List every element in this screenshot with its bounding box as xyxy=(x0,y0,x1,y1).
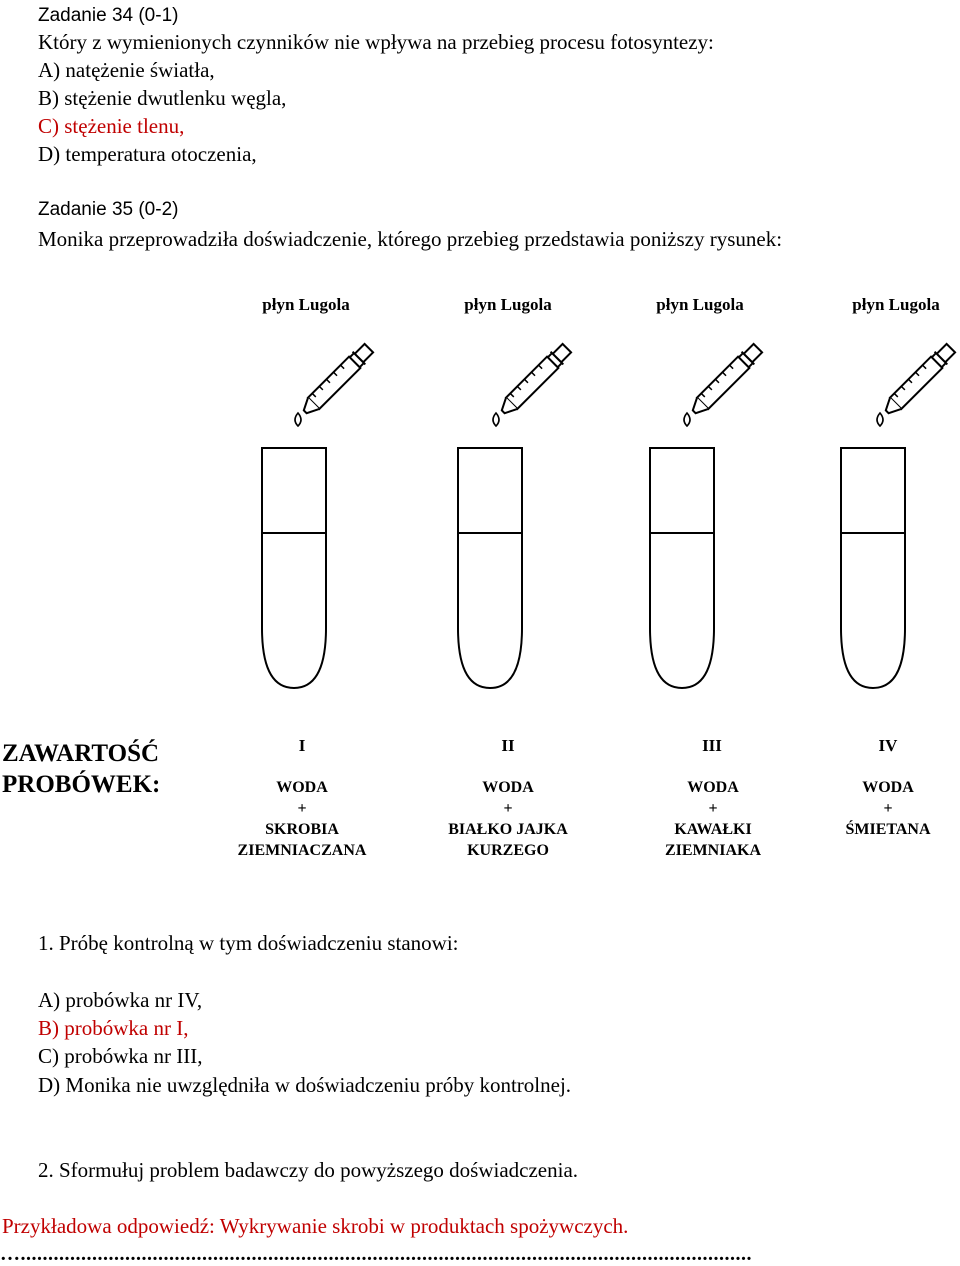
tube-number-1: I xyxy=(298,736,306,755)
test-tube-3 xyxy=(650,448,714,688)
tube-contents-2 xyxy=(428,777,588,861)
tube-3-line-2: + xyxy=(708,800,718,817)
test-tube-4 xyxy=(841,448,905,688)
tube-4-line-2: + xyxy=(883,800,893,817)
tube-3-line-4: ZIEMNIAKA xyxy=(664,842,761,859)
dropper-label-1: płyn Lugola xyxy=(262,295,350,314)
tube-1-line-2: + xyxy=(297,800,307,817)
dropper-2 xyxy=(493,342,573,426)
task34-option-b: B) stężenie dwutlenku węgla, xyxy=(38,86,287,110)
tube-contents-label-line-1: ZAWARTOŚĆ xyxy=(2,740,160,767)
test-tube-2 xyxy=(458,448,522,688)
tube-number-2: II xyxy=(501,736,515,755)
tube-2-line-4: KURZEGO xyxy=(467,842,549,859)
tube-3-line-1: WODA xyxy=(687,779,739,796)
tube-3-line-3: KAWAŁKI xyxy=(674,821,752,838)
tube-contents-label-line-2: PROBÓWEK: xyxy=(2,771,161,798)
task34-question: Który z wymienionych czynników nie wpływa na przebieg procesu fotosyntezy: xyxy=(38,30,714,54)
q1-option-a: A) probówka nr IV, xyxy=(38,988,203,1012)
test-tube-1 xyxy=(262,448,326,688)
tube-2-line-2: + xyxy=(503,800,513,817)
tube-4-line-1: WODA xyxy=(862,779,914,796)
tube-2-line-1: WODA xyxy=(482,779,534,796)
dropper-label-3: płyn Lugola xyxy=(656,295,744,314)
answer-dotted-line: …..................................................................................................................................... xyxy=(0,1243,752,1265)
dropper-4 xyxy=(877,342,957,426)
task34-option-d: D) temperatura otoczenia, xyxy=(38,142,257,166)
tube-number-4: IV xyxy=(878,736,898,755)
tube-number-3: III xyxy=(702,736,722,755)
tube-1-line-4: ZIEMNIACZANA xyxy=(237,842,367,859)
tube-contents-3 xyxy=(633,777,793,861)
q2-sample-answer: Przykładowa odpowiedź: Wykrywanie skrobi w produktach spożywczych. xyxy=(2,1214,629,1238)
q1-question: 1. Próbę kontrolną w tym doświadczeniu stanowi: xyxy=(38,931,459,955)
q2-question: 2. Sformułuj problem badawczy do powyższego doświadczenia. xyxy=(38,1158,579,1182)
task34-option-a: A) natężenie światła, xyxy=(38,58,215,82)
q1-option-d: D) Monika nie uwzględniła w doświadczeniu próby kontrolnej. xyxy=(38,1073,572,1097)
tube-2-line-3: BIAŁKO JAJKA xyxy=(448,821,568,838)
tube-contents-1 xyxy=(222,777,382,861)
q1-option-c: C) probówka nr III, xyxy=(38,1044,203,1068)
q1-option-b-answer: B) probówka nr I, xyxy=(38,1016,189,1040)
tube-4-line-3: ŚMIETANA xyxy=(845,821,931,838)
dropper-label-2: płyn Lugola xyxy=(464,295,552,314)
tube-1-line-3: SKROBIA xyxy=(265,821,339,838)
dropper-label-4: płyn Lugola xyxy=(852,295,940,314)
task35-intro: Monika przeprowadziła doświadczenie, którego przebieg przedstawia poniższy rysunek: xyxy=(38,227,783,251)
tube-1-line-1: WODA xyxy=(276,779,328,796)
dropper-3 xyxy=(684,342,764,426)
tube-contents-4 xyxy=(808,777,960,840)
tube-contents-label xyxy=(2,738,160,800)
dropper-1 xyxy=(295,342,375,426)
task34-option-c-answer: C) stężenie tlenu, xyxy=(38,114,185,138)
task35-title: Zadanie 35 (0-2) xyxy=(38,199,179,220)
task34-title: Zadanie 34 (0-1) xyxy=(38,5,179,26)
